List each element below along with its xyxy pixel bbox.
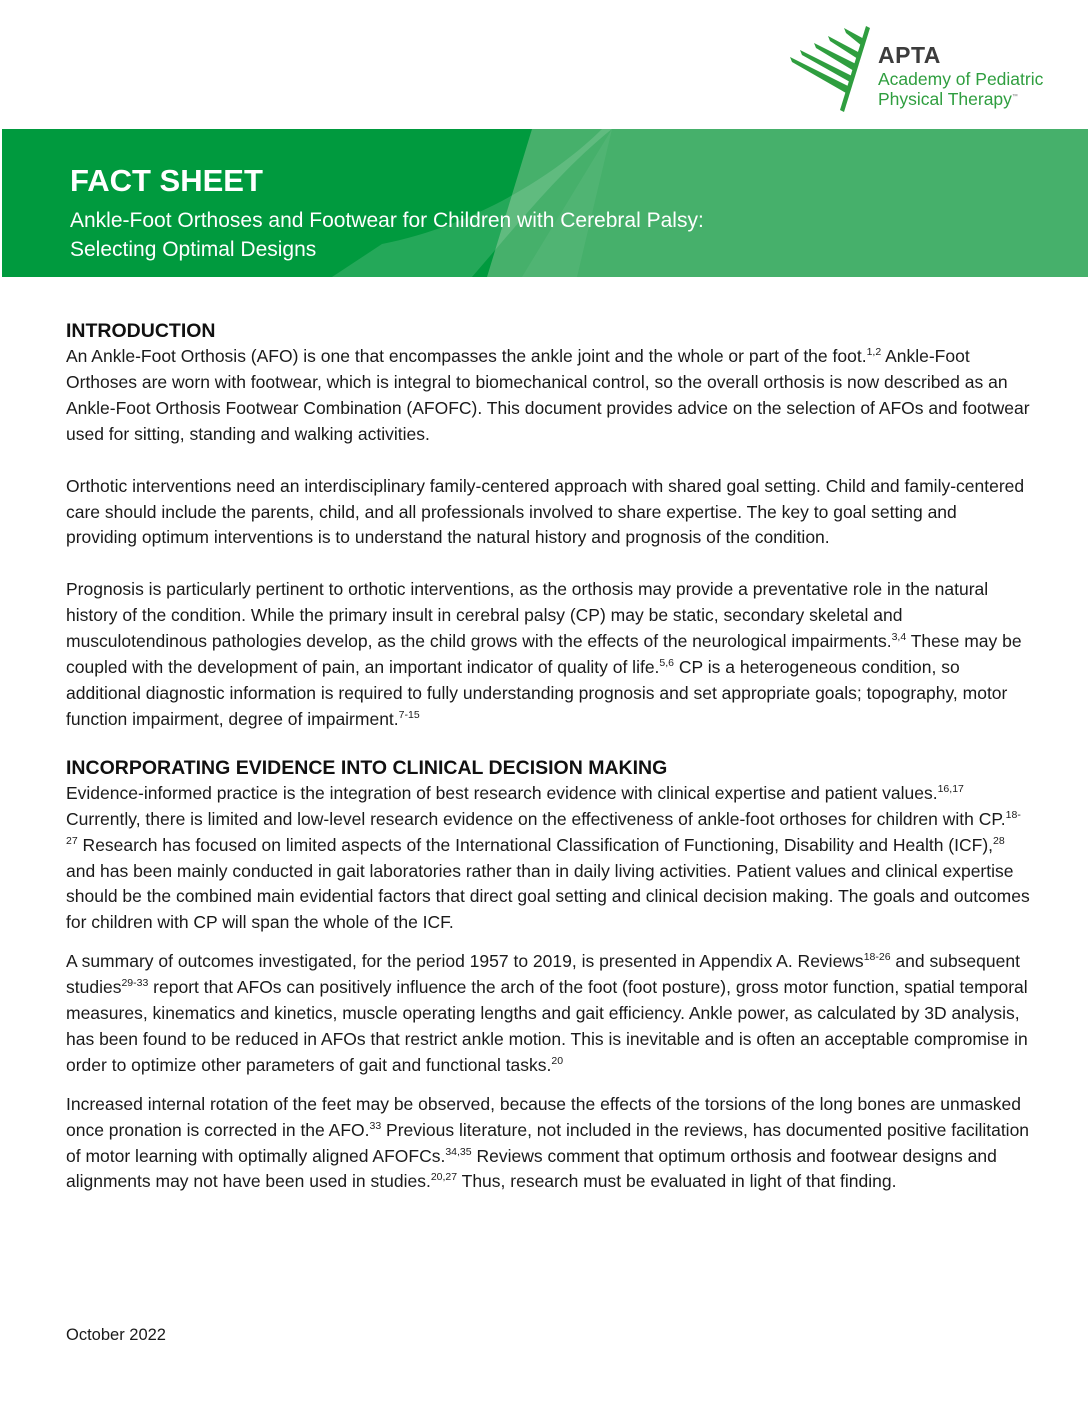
intro-paragraph-1: An Ankle-Foot Orthosis (AFO) is one that encompasses the ankle joint and the whole or part of the foot.$^{1,2}$ Ankle-Foot Orthoses are worn with footwear, which is integral to biomechanical control, so the overall orthosis is now described as an Ankle-Foot Orthosis Footwear Combination (AFOFC). This document provides advice on the selection of AFOs and footwear used for sitting, standing and walking activities. (66, 346, 1030, 444)
banner-title: FACT SHEET (70, 163, 263, 198)
citation-ref: 29-33 (121, 977, 149, 990)
banner-subtitle-line2: Selecting Optimal Designs (70, 238, 317, 261)
section-heading-evidence: INCORPORATING EVIDENCE INTO CLINICAL DECISION MAKING (66, 756, 668, 779)
evidence-paragraph-1: Evidence-informed practice is the integration of best research evidence with clinical expertise and patient values.$^{16,17}$ Currently, there is limited and low-level research evidence on the effectiveness of ankle-foot orthoses for children with CP.$^{18-27}$ Research has focused on limited aspects of the International Classification of Functioning, Disability and Health (ICF),$^{28}$ and has been mainly conducted in gait laboratories rather than in daily living activities. Patient values and clinical expertise should be the combined main evidential factors that direct goal setting and clinical decision making. The goals and outcomes for children with CP will span the whole of the ICF. (66, 782, 1030, 933)
citation-ref: 20 (551, 1054, 564, 1067)
citation-ref: 28 (993, 834, 1005, 847)
logo-line2-text: Physical Therapy (878, 89, 1012, 109)
citation-ref: 33 (369, 1119, 382, 1132)
citation-ref: 34,35 (445, 1145, 472, 1158)
trademark-mark: ™ (1011, 94, 1018, 101)
banner-subtitle-line1: Ankle-Foot Orthoses and Footwear for Children with Cerebral Palsy: (70, 209, 704, 232)
logo-academy-line1: Academy of Pediatric (878, 69, 1044, 89)
intro-paragraph-3: Prognosis is particularly pertinent to orthotic interventions, as the orthosis may provide a preventative role in the natural history of the condition. While the primary insult in cerebral palsy (CP) may be static, secondary skeletal and musculotendinous pathologies develop, as the child grows with the effects of the neurological impairments.$^{3,4}$ These may be coupled with the development of pain, an important indicator of quality of life.$^{5,6}$ CP is a heterogeneous condition, so additional diagnostic information is required to fully understanding prognosis and set appropriate goals; topography, motor function impairment, degree of impairment.$^{7-15}$ (66, 579, 1022, 729)
citation-ref: 3,4 (891, 631, 907, 644)
citation-ref: 1,2 (866, 346, 882, 358)
fact-sheet-banner (2, 129, 1088, 277)
evidence-paragraph-3: Increased internal rotation of the feet may be observed, because the effects of the torsions of the long bones are unmasked once pronation is corrected in the AFO.$^{33}$ Previous literature, not included in the reviews, has documented positive facilitation of motor learning with optimally aligned AFOFCs.$^{34,35}$ Reviews comment that optimum orthosis and footwear designs and alignments may not have been used in studies.$^{20,27}$ Thus, research must be evaluated in light of that finding. (66, 1093, 1030, 1192)
publication-date: October 2022 (66, 1326, 166, 1344)
evidence-paragraph-2: A summary of outcomes investigated, for the period 1957 to 2019, is presented in Appendix A. Reviews$^{18-26}$ and subsequent studies$^{29-33}$ report that AFOs can positively influence the arch of the foot (foot posture), gross motor function, spatial temporal measures, kinematics and kinetics, muscle operating lengths and gait efficiency. Ankle power, as calculated by 3D analysis, has been found to be reduced in AFOs that restrict ankle motion. This is inevitable and is often an acceptable compromise in order to optimize other parameters of gait and functional tasks.$^{20}$ (66, 951, 1028, 1075)
apta-logo (790, 24, 1060, 114)
section-heading-introduction: INTRODUCTION (66, 320, 216, 342)
logo-academy-line2 (878, 91, 1018, 109)
logo-org-name: APTA (878, 42, 941, 68)
citation-ref: 7-15 (398, 708, 420, 721)
citation-ref: 18-26 (863, 951, 891, 964)
intro-paragraph-2: Orthotic interventions need an interdisciplinary family-centered approach with shared goal setting. Child and family-centered care should include the parents, child, and all professionals involved to share expertise. The key to goal setting and providing optimum interventions is to understand the natural history and prognosis of the condition. (66, 475, 1025, 548)
citation-ref: 18-27 (66, 808, 1021, 847)
citation-ref: 5,6 (659, 657, 675, 670)
apta-chevron-icon (790, 24, 874, 114)
document-body (66, 318, 1031, 1195)
citation-ref: 16,17 (937, 782, 964, 795)
citation-ref: 20,27 (430, 1171, 458, 1184)
